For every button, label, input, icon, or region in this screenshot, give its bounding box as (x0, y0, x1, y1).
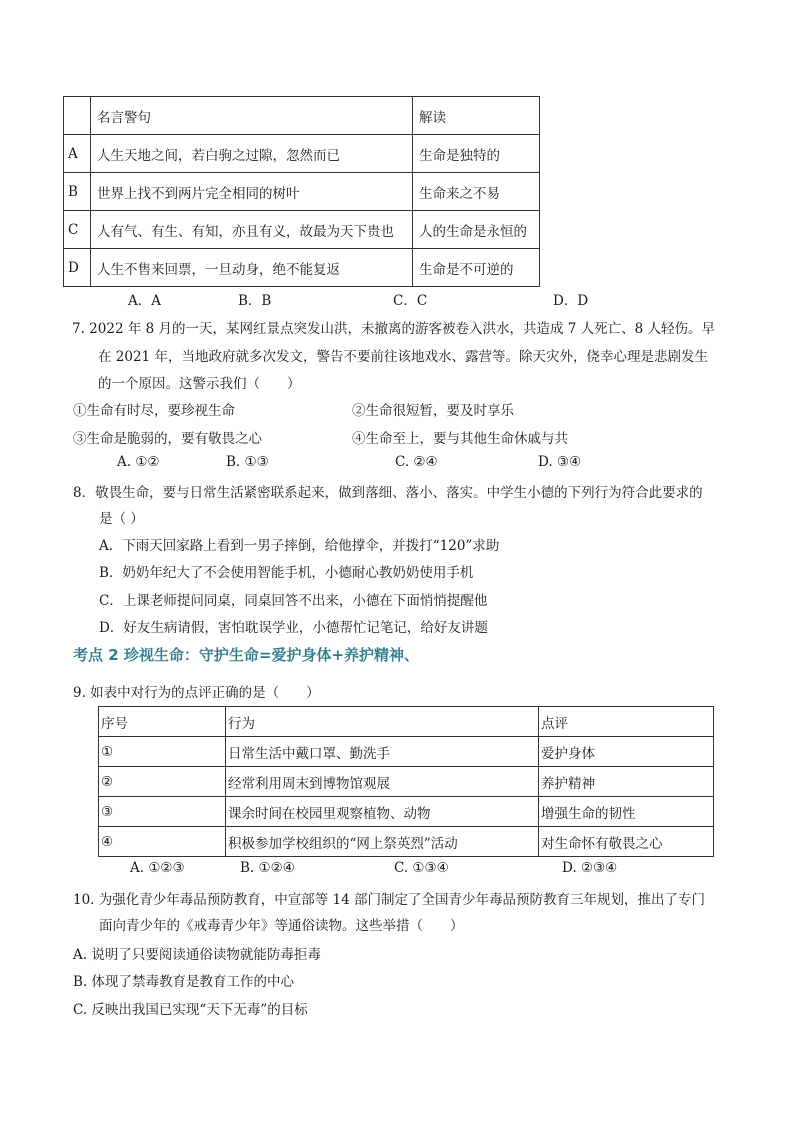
table-cell: 养护精神 (539, 767, 714, 797)
table-cell: 对生命怀有敬畏之心 (539, 827, 714, 857)
option-d: D. ②③④ (562, 860, 618, 876)
table-cell: 生命是不可逆的 (413, 249, 540, 287)
table-header-row (64, 97, 540, 135)
option-a: A. 说明了只要阅读通俗读物就能防毒拒毒 (73, 947, 321, 963)
table-cell (64, 97, 91, 135)
option-c: C. ②④ (395, 454, 438, 470)
table-cell: B (64, 173, 91, 211)
table-cell: 解读 (413, 97, 540, 135)
table-row (64, 135, 540, 173)
table-cell: C (64, 211, 91, 249)
question-8-line: 8．敬畏生命，要与日常生活紧密联系起来，做到落细、落小、落实。中学生小德的下列行为符合此要求的 (73, 485, 703, 501)
table-cell: 课余时间在校园里观察植物、动物 (226, 797, 539, 827)
option-b: B. ①③ (226, 454, 269, 470)
table-cell: 世界上找不到两片完全相同的树叶 (91, 173, 413, 211)
table-cell: 名言警句 (91, 97, 413, 135)
section-heading: 考点 2 珍视生命：守护生命=爱护身体+养护精神、 (73, 646, 420, 664)
question-7-line: 的一个原因。这警示我们（ ） (98, 376, 301, 392)
table-row (99, 737, 714, 767)
table-row (64, 173, 540, 211)
table-cell: 人生天地之间，若白驹之过隙，忽然而已 (91, 135, 413, 173)
quote-table (63, 96, 540, 287)
table-cell: ① (99, 737, 226, 767)
table-row (99, 767, 714, 797)
question-7-line: 7. 2022 年 8 月的一天，某网红景点突发山洪，未撤离的游客被卷入洪水，共造成 7 人死亡、8 人轻伤。早 (72, 321, 716, 337)
question-7-line: 在 2021 年，当地政府就多次发文，警告不要前往该地戏水、露营等。除天灾外，侥幸心理是悲剧发生 (98, 349, 708, 365)
question-9-stem: 9. 如表中对行为的点评正确的是（ ） (73, 685, 320, 701)
option-a: A．A (128, 293, 161, 309)
table-row (64, 249, 540, 287)
table-cell: 增强生命的韧性 (539, 797, 714, 827)
table-cell: 日常生活中戴口罩、勤洗手 (226, 737, 539, 767)
table-cell: ③ (99, 797, 226, 827)
statement-4: ④生命至上，要与其他生命休戚与共 (352, 431, 568, 447)
table-row (64, 211, 540, 249)
statement-3: ③生命是脆弱的，要有敬畏之心 (73, 431, 262, 447)
table-cell: 经常利用周末到博物馆观展 (226, 767, 539, 797)
table-row (99, 827, 714, 857)
table-cell: 积极参加学校组织的“网上祭英烈”活动 (226, 827, 539, 857)
table-header-row (99, 707, 714, 737)
table-cell: 生命是独特的 (413, 135, 540, 173)
option-b: B．奶奶年纪大了不会使用智能手机，小德耐心教奶奶使用手机 (99, 565, 474, 581)
question-10-line: 10. 为强化青少年毒品预防教育，中宣部等 14 部门制定了全国青少年毒品预防教育三年规划，推出了专门 (73, 892, 706, 908)
option-a: A. ①②③ (130, 860, 185, 876)
table-cell: 生命来之不易 (413, 173, 540, 211)
table-cell: 点评 (539, 707, 714, 737)
option-b: B. 体现了禁毒教育是教育工作的中心 (73, 974, 295, 990)
option-a: A．下雨天回家路上看到一男子摔倒，给他撑伞，并拨打“120”求助 (99, 538, 500, 554)
option-c: C. ①③④ (394, 860, 449, 876)
evaluation-table (98, 706, 714, 857)
table-cell: A (64, 135, 91, 173)
option-b: B．B (238, 293, 272, 309)
table-cell: D (64, 249, 91, 287)
option-c: C．上课老师提问同桌，同桌回答不出来，小德在下面悄悄提醒他 (99, 593, 488, 609)
table-cell: 爱护身体 (539, 737, 714, 767)
statement-1: ①生命有时尽，要珍视生命 (73, 403, 235, 419)
question-8-line: 是（ ） (99, 511, 144, 527)
statement-2: ②生命很短暂，要及时享乐 (352, 403, 514, 419)
table-cell: ④ (99, 827, 226, 857)
question-10-line: 面向青少年的《戒毒青少年》等通俗读物。这些举措（ ） (99, 918, 464, 934)
option-d: D．D (553, 293, 589, 309)
table-cell: 人有气、有生、有知，亦且有义，故最为天下贵也 (91, 211, 413, 249)
table-cell: 行为 (226, 707, 539, 737)
option-c: C．C (393, 293, 428, 309)
table-row (99, 797, 714, 827)
table-cell: 人生不售来回票，一旦动身，绝不能复返 (91, 249, 413, 287)
table-cell: 人的生命是永恒的 (413, 211, 540, 249)
option-c: C. 反映出我国已实现“天下无毒”的目标 (73, 1002, 308, 1018)
option-a: A. ①② (117, 454, 160, 470)
option-b: B. ①②④ (240, 860, 295, 876)
table-cell: ② (99, 767, 226, 797)
table-cell: 序号 (99, 707, 226, 737)
option-d: D. ③④ (538, 454, 582, 470)
option-d: D．好友生病请假，害怕耽误学业，小德帮忙记笔记，给好友讲题 (99, 620, 488, 636)
